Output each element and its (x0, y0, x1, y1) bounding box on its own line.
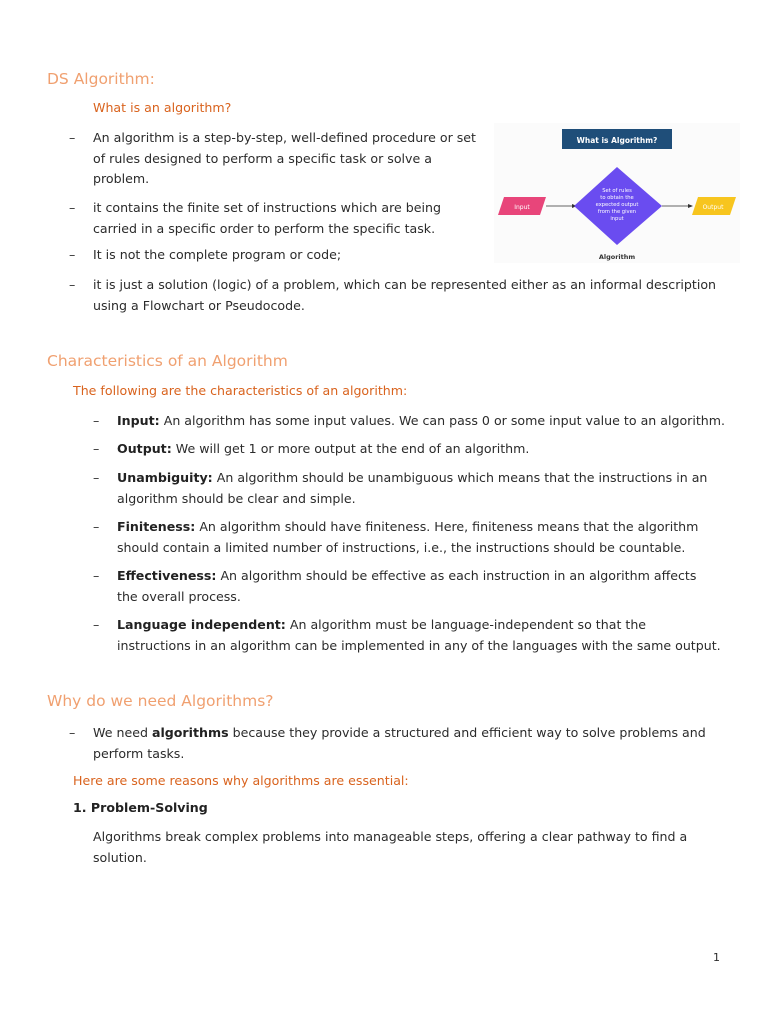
diagram-process-line: Set of rules (602, 188, 632, 194)
list-item-output: – Output: We will get 1 or more output at the end of an algorithm. (93, 441, 530, 456)
subheading-characteristics-intro: The following are the characteristics of an algorithm: (73, 383, 408, 398)
section-title-why-algorithms: Why do we need Algorithms? (47, 692, 274, 710)
diagram-process-line: to obtain the (600, 195, 634, 201)
list-item: – An algorithm is a step-by-step, well-defined procedure or set of rules designed to perform a specific task or solve a problem. (69, 128, 484, 190)
list-item-text: it contains the finite set of instructions which are being carried in a specific order to perform the specific task. (93, 200, 441, 236)
list-item: – We need algorithms because they provide a structured and efficient way to solve problems and perform tasks. (69, 725, 706, 761)
diagram-caption: Algorithm (598, 253, 636, 261)
list-item-finiteness: – Finiteness: An algorithm should have finiteness. Here, finiteness means that the algorithm should contain a limited number of instructions, i.e., the instructions should be countable. (93, 519, 699, 555)
reason-text-problem-solving: Algorithms break complex problems into manageable steps, offering a clear pathway to find a solution. (93, 829, 688, 865)
reason-heading-problem-solving: 1. Problem-Solving (73, 800, 208, 815)
list-item-unambiguity: – Unambiguity: An algorithm should be unambiguous which means that the instructions in an algorithm should be clear and simple. (93, 470, 708, 506)
diagram-output-label: Output (702, 204, 724, 211)
diagram-process-line: input (610, 216, 624, 222)
diagram-process-line: from the given (597, 209, 637, 215)
list-item-text: It is not the complete program or code; (93, 247, 342, 262)
subheading-what-is-algorithm: What is an algorithm? (93, 100, 232, 115)
list-item: – It is not the complete program or code; (69, 245, 484, 267)
list-item-language-independent: – Language independent: An algorithm must be language-independent so that the instructions in an algorithm can be implemented in any of the languages with the same output. (93, 617, 721, 653)
section-title-ds-algorithm: DS Algorithm: (47, 70, 155, 88)
diagram-header-text: What is Algorithm? (576, 136, 658, 145)
list-item-text: it is just a solution (logic) of a problem, which can be represented either as an informal description using a Flowchart or Pseudocode. (93, 277, 717, 313)
page-number: 1 (713, 951, 720, 964)
list-item-input: – Input: An algorithm has some input values. We can pass 0 or some input value to an algorithm. (93, 413, 726, 428)
subheading-reasons: Here are some reasons why algorithms are essential: (73, 773, 409, 788)
list-item-text: An algorithm is a step-by-step, well-defined procedure or set of rules designed to perform a specific task or solve a problem. (93, 130, 476, 186)
list-item-effectiveness: – Effectiveness: An algorithm should be effective as each instruction in an algorithm affects the overall process. (93, 568, 697, 604)
list-item: – it is just a solution (logic) of a problem, which can be represented either as an informal description using a Flowchart or Pseudocode. (69, 275, 729, 317)
list-item: – it contains the finite set of instructions which are being carried in a specific order to perform the specific task. (69, 198, 484, 240)
diagram-input-label: Input (514, 204, 530, 211)
section-title-characteristics: Characteristics of an Algorithm (47, 352, 288, 370)
algorithm-diagram (494, 123, 740, 263)
diagram-process-line: expected output (595, 202, 639, 208)
